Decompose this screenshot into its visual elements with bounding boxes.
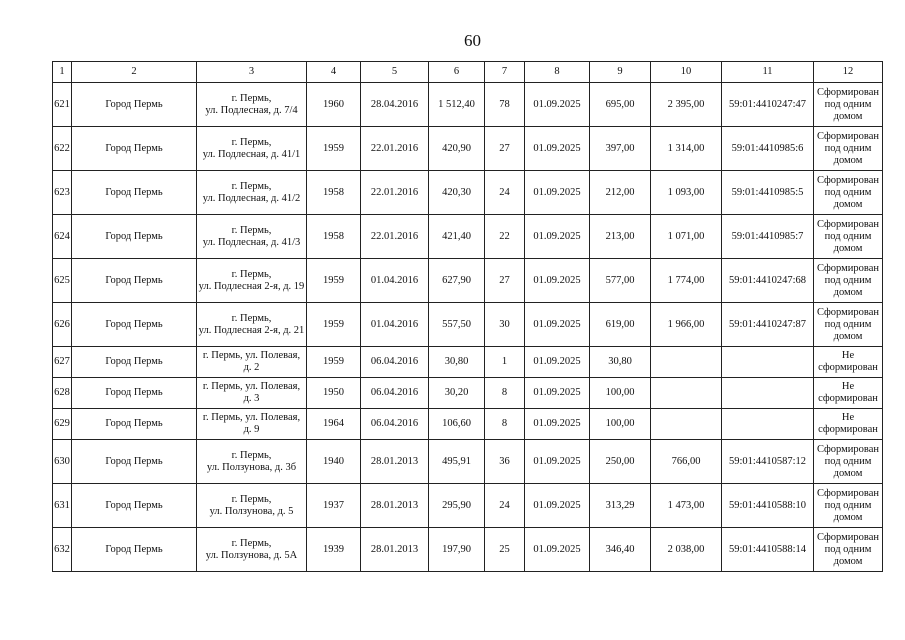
cell-inclusion-date: 06.04.2016	[361, 347, 429, 378]
column-header: 11	[722, 62, 814, 83]
cell-deadline-date: 01.09.2025	[525, 528, 590, 572]
column-header: 1	[53, 62, 72, 83]
table-row	[53, 378, 883, 409]
cell-residents: 24	[485, 484, 525, 528]
table-row	[53, 440, 883, 484]
cell-cost: 213,00	[590, 215, 651, 259]
column-header: 7	[485, 62, 525, 83]
cell-cadastral-number: 59:01:4410588:10	[722, 484, 814, 528]
cell-deadline-date: 01.09.2025	[525, 303, 590, 347]
cell-address: г. Пермь, ул. Ползунова, д. 5А	[197, 528, 307, 572]
housing-registry-table	[52, 61, 883, 572]
cell-residents: 30	[485, 303, 525, 347]
cell-inclusion-date: 28.04.2016	[361, 83, 429, 127]
cell-inclusion-date: 22.01.2016	[361, 215, 429, 259]
cell-build-year: 1959	[307, 303, 361, 347]
cell-build-year: 1958	[307, 215, 361, 259]
cell-land-area: 2 038,00	[651, 528, 722, 572]
cell-build-year: 1939	[307, 528, 361, 572]
cell-deadline-date: 01.09.2025	[525, 215, 590, 259]
cell-cadastral-number	[722, 378, 814, 409]
column-header: 6	[429, 62, 485, 83]
cell-cadastral-number: 59:01:4410588:14	[722, 528, 814, 572]
cell-inclusion-date: 06.04.2016	[361, 378, 429, 409]
cell-area: 420,90	[429, 127, 485, 171]
cell-land-area: 766,00	[651, 440, 722, 484]
table-row	[53, 83, 883, 127]
cell-build-year: 1937	[307, 484, 361, 528]
cell-cost: 30,80	[590, 347, 651, 378]
cell-cost: 695,00	[590, 83, 651, 127]
cell-cost: 250,00	[590, 440, 651, 484]
cell-land-status: Сформирован под одним домом	[814, 215, 883, 259]
cell-cost: 346,40	[590, 528, 651, 572]
cell-address: г. Пермь, ул. Подлесная, д. 41/1	[197, 127, 307, 171]
cell-land-status: Сформирован под одним домом	[814, 303, 883, 347]
cell-row-number: 625	[53, 259, 72, 303]
cell-address: г. Пермь, ул. Полевая, д. 9	[197, 409, 307, 440]
cell-cost: 212,00	[590, 171, 651, 215]
table-header-row	[53, 62, 883, 83]
cell-land-area	[651, 378, 722, 409]
cell-address: г. Пермь, ул. Подлесная 2-я, д. 19	[197, 259, 307, 303]
cell-row-number: 626	[53, 303, 72, 347]
cell-municipality: Город Пермь	[72, 215, 197, 259]
cell-address: г. Пермь, ул. Подлесная 2-я, д. 21	[197, 303, 307, 347]
column-header: 4	[307, 62, 361, 83]
cell-municipality: Город Пермь	[72, 259, 197, 303]
cell-address: г. Пермь, ул. Ползунова, д. 5	[197, 484, 307, 528]
cell-build-year: 1959	[307, 347, 361, 378]
cell-address: г. Пермь, ул. Полевая, д. 3	[197, 378, 307, 409]
cell-residents: 27	[485, 127, 525, 171]
column-header: 8	[525, 62, 590, 83]
cell-row-number: 624	[53, 215, 72, 259]
cell-land-status: Сформирован под одним домом	[814, 528, 883, 572]
cell-land-status: Сформирован под одним домом	[814, 83, 883, 127]
cell-area: 495,91	[429, 440, 485, 484]
cell-deadline-date: 01.09.2025	[525, 440, 590, 484]
cell-land-status: Сформирован под одним домом	[814, 259, 883, 303]
cell-build-year: 1950	[307, 378, 361, 409]
cell-address: г. Пермь, ул. Подлесная, д. 41/3	[197, 215, 307, 259]
cell-row-number: 628	[53, 378, 72, 409]
cell-row-number: 627	[53, 347, 72, 378]
cell-inclusion-date: 06.04.2016	[361, 409, 429, 440]
cell-cadastral-number	[722, 347, 814, 378]
cell-land-area: 1 966,00	[651, 303, 722, 347]
cell-area: 30,80	[429, 347, 485, 378]
cell-land-area: 1 774,00	[651, 259, 722, 303]
cell-cadastral-number: 59:01:4410587:12	[722, 440, 814, 484]
table-row	[53, 215, 883, 259]
cell-municipality: Город Пермь	[72, 347, 197, 378]
cell-cadastral-number: 59:01:4410247:68	[722, 259, 814, 303]
cell-area: 557,50	[429, 303, 485, 347]
cell-land-status: Не сформирован	[814, 347, 883, 378]
cell-inclusion-date: 28.01.2013	[361, 484, 429, 528]
table-row	[53, 259, 883, 303]
cell-inclusion-date: 01.04.2016	[361, 259, 429, 303]
column-header: 9	[590, 62, 651, 83]
cell-row-number: 630	[53, 440, 72, 484]
cell-row-number: 621	[53, 83, 72, 127]
table-row	[53, 528, 883, 572]
column-header: 3	[197, 62, 307, 83]
cell-land-status: Не сформирован	[814, 378, 883, 409]
table-row	[53, 171, 883, 215]
page-number: 60	[464, 31, 481, 50]
cell-deadline-date: 01.09.2025	[525, 259, 590, 303]
cell-build-year: 1958	[307, 171, 361, 215]
cell-municipality: Город Пермь	[72, 303, 197, 347]
cell-deadline-date: 01.09.2025	[525, 127, 590, 171]
table-row	[53, 409, 883, 440]
cell-cadastral-number: 59:01:4410985:7	[722, 215, 814, 259]
cell-inclusion-date: 22.01.2016	[361, 171, 429, 215]
cell-cost: 619,00	[590, 303, 651, 347]
cell-municipality: Город Пермь	[72, 171, 197, 215]
cell-cadastral-number	[722, 409, 814, 440]
cell-deadline-date: 01.09.2025	[525, 378, 590, 409]
cell-residents: 78	[485, 83, 525, 127]
cell-residents: 25	[485, 528, 525, 572]
cell-land-area: 2 395,00	[651, 83, 722, 127]
column-header: 5	[361, 62, 429, 83]
cell-inclusion-date: 28.01.2013	[361, 528, 429, 572]
column-header: 12	[814, 62, 883, 83]
column-header: 10	[651, 62, 722, 83]
cell-municipality: Город Пермь	[72, 83, 197, 127]
cell-area: 295,90	[429, 484, 485, 528]
column-header: 2	[72, 62, 197, 83]
cell-municipality: Город Пермь	[72, 127, 197, 171]
cell-build-year: 1959	[307, 127, 361, 171]
cell-land-area: 1 473,00	[651, 484, 722, 528]
cell-build-year: 1960	[307, 83, 361, 127]
cell-residents: 8	[485, 378, 525, 409]
cell-deadline-date: 01.09.2025	[525, 409, 590, 440]
cell-land-area: 1 093,00	[651, 171, 722, 215]
cell-build-year: 1959	[307, 259, 361, 303]
cell-area: 627,90	[429, 259, 485, 303]
cell-municipality: Город Пермь	[72, 378, 197, 409]
cell-inclusion-date: 22.01.2016	[361, 127, 429, 171]
cell-municipality: Город Пермь	[72, 409, 197, 440]
cell-cadastral-number: 59:01:4410247:87	[722, 303, 814, 347]
cell-area: 106,60	[429, 409, 485, 440]
cell-land-status: Сформирован под одним домом	[814, 484, 883, 528]
cell-land-status: Сформирован под одним домом	[814, 440, 883, 484]
cell-address: г. Пермь, ул. Полевая, д. 2	[197, 347, 307, 378]
cell-area: 30,20	[429, 378, 485, 409]
cell-cadastral-number: 59:01:4410985:5	[722, 171, 814, 215]
cell-residents: 22	[485, 215, 525, 259]
cell-land-status: Не сформирован	[814, 409, 883, 440]
cell-land-area: 1 071,00	[651, 215, 722, 259]
table-row	[53, 347, 883, 378]
cell-area: 1 512,40	[429, 83, 485, 127]
cell-row-number: 632	[53, 528, 72, 572]
cell-land-status: Сформирован под одним домом	[814, 127, 883, 171]
cell-cadastral-number: 59:01:4410985:6	[722, 127, 814, 171]
cell-row-number: 622	[53, 127, 72, 171]
cell-land-area: 1 314,00	[651, 127, 722, 171]
table-row	[53, 303, 883, 347]
cell-area: 420,30	[429, 171, 485, 215]
cell-row-number: 629	[53, 409, 72, 440]
table-row	[53, 127, 883, 171]
cell-row-number: 623	[53, 171, 72, 215]
cell-residents: 27	[485, 259, 525, 303]
cell-cost: 313,29	[590, 484, 651, 528]
cell-land-status: Сформирован под одним домом	[814, 171, 883, 215]
cell-residents: 8	[485, 409, 525, 440]
cell-address: г. Пермь, ул. Ползунова, д. 3б	[197, 440, 307, 484]
cell-cost: 100,00	[590, 409, 651, 440]
cell-municipality: Город Пермь	[72, 440, 197, 484]
cell-build-year: 1964	[307, 409, 361, 440]
cell-cost: 100,00	[590, 378, 651, 409]
cell-cost: 577,00	[590, 259, 651, 303]
cell-cost: 397,00	[590, 127, 651, 171]
cell-area: 421,40	[429, 215, 485, 259]
cell-land-area	[651, 347, 722, 378]
cell-deadline-date: 01.09.2025	[525, 171, 590, 215]
cell-address: г. Пермь, ул. Подлесная, д. 7/4	[197, 83, 307, 127]
cell-build-year: 1940	[307, 440, 361, 484]
cell-residents: 1	[485, 347, 525, 378]
cell-deadline-date: 01.09.2025	[525, 83, 590, 127]
cell-residents: 36	[485, 440, 525, 484]
cell-inclusion-date: 28.01.2013	[361, 440, 429, 484]
cell-address: г. Пермь, ул. Подлесная, д. 41/2	[197, 171, 307, 215]
table-row	[53, 484, 883, 528]
cell-inclusion-date: 01.04.2016	[361, 303, 429, 347]
cell-area: 197,90	[429, 528, 485, 572]
table-body	[53, 83, 883, 572]
cell-deadline-date: 01.09.2025	[525, 484, 590, 528]
cell-row-number: 631	[53, 484, 72, 528]
cell-residents: 24	[485, 171, 525, 215]
cell-cadastral-number: 59:01:4410247:47	[722, 83, 814, 127]
cell-deadline-date: 01.09.2025	[525, 347, 590, 378]
cell-land-area	[651, 409, 722, 440]
cell-municipality: Город Пермь	[72, 484, 197, 528]
cell-municipality: Город Пермь	[72, 528, 197, 572]
